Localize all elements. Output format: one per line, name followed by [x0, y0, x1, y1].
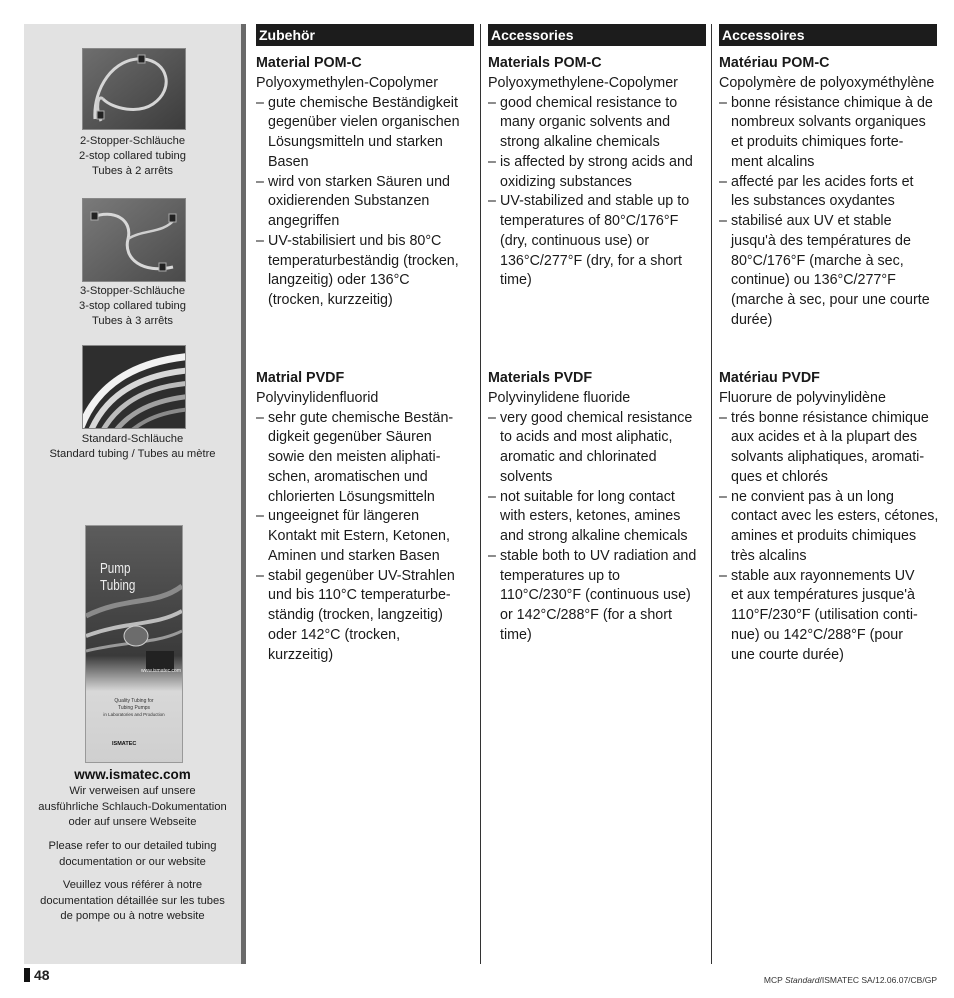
line: une courte durée) [731, 646, 844, 663]
caption-line: Standard-Schläuche [81, 433, 184, 445]
section-title: Material POM-C [256, 55, 362, 71]
note-line: de pompe ou à notre website [60, 910, 205, 923]
line: ques et chlorés [731, 468, 828, 485]
section-subtitle: Polyvinylidene fluoride [488, 389, 631, 406]
line: – ungeeignet für längeren [268, 508, 420, 525]
brochure-line-3: in Laboratories and Production [103, 712, 165, 717]
caption-line: Tubes à 2 arrêts [91, 165, 174, 177]
line: – good chemical resistance to [500, 94, 678, 111]
line: et produits chimiques forte- [731, 134, 904, 150]
line: contact avec les esters, cétones, [731, 508, 939, 525]
line: kurzzeitig) [268, 646, 334, 663]
pom-section [488, 54, 712, 291]
line: (trocken, kurzzeitig) [268, 292, 393, 308]
property-list [719, 409, 943, 666]
line: – sehr gute chemische Bestän- [268, 409, 454, 426]
tubing-standard-photo [82, 345, 186, 429]
line: time) [500, 626, 532, 643]
line: angegriffen [268, 213, 340, 229]
sidebar-divider [241, 24, 246, 964]
list-item [256, 232, 480, 311]
tubing-2-stop-photo [82, 48, 186, 130]
list-item [488, 488, 712, 547]
line: temperatures up to [500, 567, 621, 584]
list-item [256, 173, 480, 232]
list-item [719, 488, 943, 567]
page-number [24, 967, 50, 983]
tubing-3-stop-photo [82, 198, 186, 282]
property-list [256, 409, 480, 666]
line: schen, aromatischen und [268, 468, 428, 485]
ref-italic: Standard [785, 975, 820, 985]
line: oxidizing substances [500, 173, 632, 190]
list-item [719, 212, 943, 331]
line: sowie den meisten aliphati- [268, 449, 441, 465]
line: jusqu'à des températures de [731, 232, 911, 249]
line: – is affected by strong acids and [500, 153, 693, 170]
sidebar [24, 24, 241, 964]
note-line: documentation détaillée sur les tubes [40, 894, 225, 907]
brochure-line-1: Quality Tubing for [114, 698, 154, 704]
section-title: Matériau POM-C [719, 55, 830, 71]
section-subtitle: Copolymère de polyoxyméthylène [719, 74, 935, 91]
line: Kontakt mit Estern, Ketonen, [268, 528, 450, 544]
line: oxidierenden Substanzen [268, 193, 430, 210]
line: Lösungsmitteln und starken [268, 134, 443, 150]
line: – stable aux rayonnements UV [731, 567, 915, 584]
line: (dry, continuous use) or [500, 232, 650, 249]
line: or 142°C/288°F (for a short [500, 607, 672, 623]
section-title: Matrial PVDF [256, 370, 345, 386]
line: – UV-stabilized and stable up to [500, 193, 690, 210]
website-link[interactable]: www.ismatec.com [74, 767, 191, 782]
line: – stable both to UV radiation and [500, 547, 697, 564]
line: – UV-stabilisiert und bis 80°C [268, 232, 442, 249]
note-en [24, 839, 241, 870]
section-subtitle: Polyoxymethylen-Copolymer [256, 74, 438, 91]
line: oder 142°C (trocken, [268, 626, 401, 643]
pvdf-section [256, 369, 480, 665]
line: amines et produits chimiques [731, 528, 917, 544]
caption-line: 2-stop collared tubing [79, 150, 186, 162]
line: digkeit gegenüber Säuren [268, 429, 432, 446]
pump-tubing-brochure [85, 525, 183, 763]
note-line: oder auf unsere Webseite [68, 816, 197, 829]
line: – gute chemische Beständigkeit [268, 94, 458, 111]
line: chlorierten Lösungsmitteln [268, 488, 435, 505]
line: to acids and most aliphatic, [500, 429, 673, 446]
line: Basen [268, 153, 309, 170]
page-marker [24, 968, 30, 982]
line: temperatures of 80°C/176°F [500, 213, 679, 229]
list-item [256, 94, 480, 173]
list-item [488, 94, 712, 153]
line: gegenüber vielen organischen [268, 114, 460, 131]
list-item [719, 94, 943, 173]
line: aromatic and chlorinated [500, 449, 657, 465]
line: – affecté par les acides forts et [731, 173, 914, 190]
line: (marche à sec, pour une courte [731, 292, 930, 308]
line: many organic solvents and [500, 114, 671, 131]
line: les substances oxydantes [731, 193, 895, 210]
column-header: Accessories [488, 24, 706, 46]
note-line: ausführliche Schlauch-Dokumentation [38, 800, 227, 813]
list-item [719, 409, 943, 488]
line: ständig (trocken, langzeitig) [268, 607, 443, 623]
line: continue) ou 136°C/277°F [731, 272, 896, 289]
pom-section [719, 54, 943, 331]
list-item [488, 409, 712, 488]
list-item [488, 153, 712, 193]
property-list [488, 409, 712, 646]
line: und bis 110°C temperaturbe- [268, 587, 451, 604]
list-item [256, 507, 480, 566]
list-item [719, 567, 943, 666]
caption-line: 2-Stopper-Schläuche [79, 135, 186, 147]
section-subtitle: Polyoxymethylene-Copolymer [488, 74, 678, 91]
list-item [488, 192, 712, 291]
brochure-url: www.ismatec.com [141, 668, 182, 674]
pom-section [256, 54, 480, 311]
ref-prefix: MCP [763, 975, 786, 985]
line: time) [500, 272, 532, 289]
line: 136°C/277°F (dry, for a short [500, 252, 683, 269]
line: nue) ou 142°C/288°F (pour [731, 626, 903, 643]
caption-standard [24, 432, 241, 462]
line: langzeitig) oder 136°C [268, 272, 410, 289]
pvdf-section [488, 369, 712, 646]
column-header: Accessoires [719, 24, 937, 46]
caption-line: Standard tubing / Tubes au mètre [49, 448, 216, 460]
note-line: Please refer to our detailed tubing [48, 840, 217, 852]
property-list [256, 94, 480, 311]
line: temperaturbeständig (trocken, [268, 252, 459, 269]
caption-2-stop [24, 134, 241, 179]
page-number-text: 48 [34, 967, 50, 983]
list-item [488, 547, 712, 646]
pvdf-section [719, 369, 943, 665]
line: 110°F/230°F (utilisation conti- [731, 607, 918, 623]
caption-3-stop [24, 284, 241, 329]
column-german [256, 24, 474, 663]
list-item [719, 173, 943, 213]
property-list [488, 94, 712, 292]
line: 80°C/176°F (marche à sec, [731, 252, 904, 269]
line: with esters, ketones, amines [500, 508, 681, 525]
column-header: Zubehör [256, 24, 474, 46]
line: aux acides et à la plupart des [731, 429, 917, 446]
brochure-brand: ISMATEC [112, 741, 137, 747]
note-fr [24, 878, 241, 925]
ref-suffix: /ISMATEC SA/12.06.07/CB/GP [819, 975, 937, 985]
section-subtitle: Polyvinylidenfluorid [256, 389, 379, 406]
line: – stabil gegenüber UV-Strahlen [268, 567, 455, 584]
column-french [719, 24, 939, 663]
line: ment alcalins [731, 153, 815, 170]
line: strong alkaline chemicals [500, 134, 660, 150]
note-de [24, 784, 241, 831]
property-list [719, 94, 943, 331]
note-line: Wir verweisen auf unsere [69, 785, 196, 797]
line: solvents [500, 468, 553, 485]
list-item [256, 567, 480, 666]
line: and strong alkaline chemicals [500, 528, 688, 544]
note-line: documentation or our website [59, 855, 206, 868]
line: – stabilisé aux UV et stable [731, 213, 892, 229]
brochure-line-2: Tubing Pumps [117, 705, 151, 711]
line: et aux températures jusque'à [731, 587, 915, 604]
line: – very good chemical resistance [500, 409, 693, 426]
section-title: Materials POM-C [488, 55, 602, 71]
line: – ne convient pas à un long [731, 488, 894, 505]
line: Aminen und starken Basen [268, 547, 440, 564]
line: – wird von starken Säuren und [268, 173, 450, 190]
line: solvants aliphatiques, aromati- [731, 449, 925, 465]
caption-line: 3-stop collared tubing [79, 300, 186, 312]
line: 110°C/230°F (continuous use) [500, 587, 691, 604]
line: – bonne résistance chimique à de [731, 94, 933, 111]
line: très alcalins [731, 547, 807, 564]
line: nombreux solvants organiques [731, 114, 926, 131]
list-item [256, 409, 480, 508]
line: durée) [731, 311, 773, 328]
column-english [488, 24, 706, 643]
section-subtitle: Fluorure de polyvinylidène [719, 389, 886, 406]
column-divider [480, 24, 481, 964]
line: – not suitable for long contact [500, 488, 675, 505]
line: – trés bonne résistance chimique [731, 409, 929, 426]
caption-line: Tubes à 3 arrêts [91, 315, 174, 327]
brochure-title: Pump Tubing [100, 560, 136, 594]
note-line: Veuillez vous référer à notre [62, 879, 203, 891]
document-reference [764, 975, 937, 985]
caption-line: 3-Stopper-Schläuche [79, 285, 186, 297]
section-title: Materials PVDF [488, 370, 593, 386]
section-title: Matériau PVDF [719, 370, 820, 386]
